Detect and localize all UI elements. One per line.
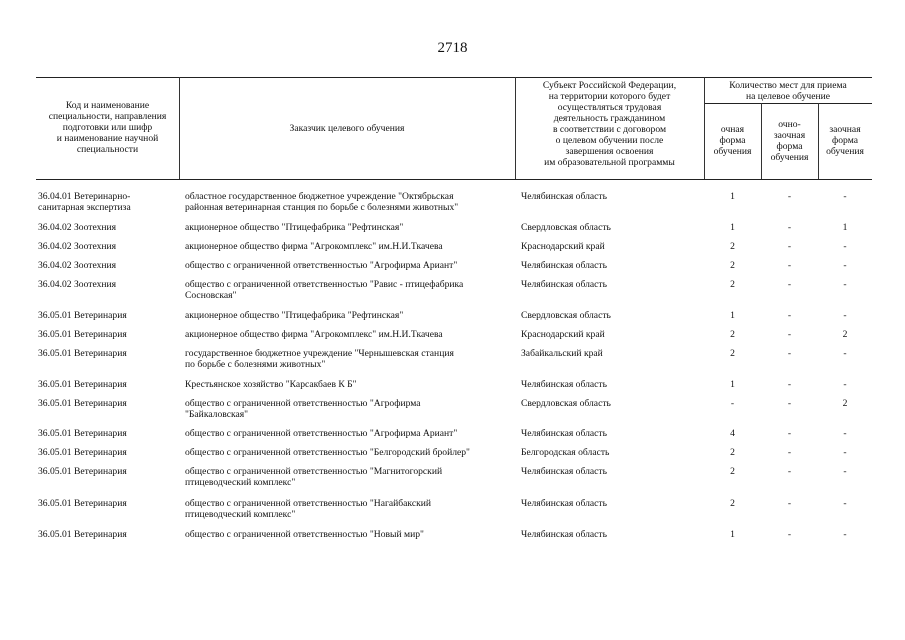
header-code: Код и наименование специальности, направления подготовки или шифр и наименование научной специальности	[48, 100, 167, 155]
cell-fulltime: 1	[730, 379, 735, 390]
cell-region: Свердловская область	[521, 310, 611, 321]
cell-extramural: 2	[842, 329, 848, 340]
cell-customer: акционерное общество фирма "Агрокомплекс" им.Н.И.Ткачева	[185, 241, 443, 252]
cell-customer: общество с ограниченной ответственностью "Нагайбакский птицеводческий комплекс"	[185, 498, 432, 520]
cell-customer: акционерное общество фирма "Агрокомплекс" им.Н.И.Ткачева	[185, 329, 443, 340]
cell-fulltime: 4	[730, 428, 735, 439]
cell-mixed: -	[787, 241, 792, 252]
cell-customer: общество с ограниченной ответственностью "Новый мир"	[185, 529, 424, 540]
cell-region: Забайкальский край	[521, 348, 603, 359]
cell-code: 36.04.02 Зоотехния	[38, 222, 117, 233]
cell-extramural: 1	[842, 222, 848, 233]
places-subheader-rule	[704, 103, 872, 104]
cell-extramural: -	[843, 348, 847, 359]
cell-customer: акционерное общество "Птицефабрика "Рефтинская"	[185, 222, 404, 233]
header-mixed: очно- заочная форма обучения	[770, 119, 809, 163]
cell-region: Челябинская область	[521, 529, 607, 540]
cell-extramural: -	[843, 310, 847, 321]
cell-code: 36.04.02 Зоотехния	[38, 241, 117, 252]
cell-extramural: -	[843, 428, 847, 439]
cell-customer: Крестьянское хозяйство "Карсакбаев К Б"	[185, 379, 357, 390]
header-region: Субъект Российской Федерации, на территории которого будет осуществляться трудовая деятельность гражданином в соответствии с договором о целевом обучении после завершения освоения им образовательной программы	[542, 80, 677, 168]
cell-extramural: -	[843, 529, 847, 540]
cell-region: Челябинская область	[521, 260, 607, 271]
cell-code: 36.05.01 Ветеринария	[38, 329, 127, 340]
cell-region: Челябинская область	[521, 498, 607, 509]
cell-code: 36.05.01 Ветеринария	[38, 447, 127, 458]
cell-region: Челябинская область	[521, 428, 607, 439]
cell-customer: областное государственное бюджетное учреждение "Октябрьская районная ветеринарная станция по борьбе с болезнями животных"	[185, 191, 459, 213]
cell-fulltime: 1	[730, 529, 735, 540]
cell-mixed: -	[787, 447, 792, 458]
cell-mixed: -	[787, 222, 792, 233]
cell-fulltime: -	[730, 398, 735, 409]
cell-region: Свердловская область	[521, 398, 611, 409]
cell-extramural: -	[843, 379, 847, 390]
cell-fulltime: 1	[730, 310, 735, 321]
cell-mixed: -	[787, 398, 792, 409]
cell-fulltime: 2	[730, 466, 735, 477]
cell-fulltime: 2	[730, 260, 735, 271]
cell-extramural: -	[843, 279, 847, 290]
cell-mixed: -	[787, 529, 792, 540]
cell-region: Свердловская область	[521, 222, 611, 233]
cell-region: Челябинская область	[521, 279, 607, 290]
cell-extramural: -	[843, 260, 847, 271]
cell-mixed: -	[787, 466, 792, 477]
cell-fulltime: 2	[730, 279, 735, 290]
cell-region: Краснодарский край	[521, 241, 605, 252]
cell-extramural: -	[843, 191, 847, 202]
cell-fulltime: 1	[730, 222, 735, 233]
cell-code: 36.05.01 Ветеринария	[38, 310, 127, 321]
cell-customer: общество с ограниченной ответственностью "Агрофирма "Байкаловская"	[185, 398, 421, 420]
cell-region: Краснодарский край	[521, 329, 605, 340]
cell-code: 36.05.01 Ветеринария	[38, 379, 127, 390]
cell-fulltime: 2	[730, 498, 735, 509]
cell-extramural: -	[843, 241, 847, 252]
page-number: 2718	[437, 40, 468, 56]
cell-code: 36.05.01 Ветеринария	[38, 466, 127, 477]
cell-extramural: -	[843, 498, 847, 509]
cell-code: 36.05.01 Ветеринария	[38, 428, 127, 439]
cell-customer: общество с ограниченной ответственностью "Магнитогорский птицеводческий комплекс"	[185, 466, 443, 488]
cell-code: 36.05.01 Ветеринария	[38, 348, 127, 359]
cell-fulltime: 2	[730, 348, 735, 359]
cell-extramural: -	[843, 466, 847, 477]
cell-customer: общество с ограниченной ответственностью "Агрофирма Ариант"	[185, 260, 458, 271]
cell-code: 36.05.01 Ветеринария	[38, 529, 127, 540]
cell-mixed: -	[787, 498, 792, 509]
header-fulltime: очная форма обучения	[713, 124, 752, 157]
cell-fulltime: 2	[730, 447, 735, 458]
cell-region: Белгородская область	[521, 447, 610, 458]
cell-fulltime: 1	[730, 191, 735, 202]
cell-code: 36.05.01 Ветеринария	[38, 498, 127, 509]
header-extramural: заочная форма обучения	[826, 124, 864, 157]
cell-mixed: -	[787, 279, 792, 290]
cell-fulltime: 2	[730, 329, 735, 340]
cell-mixed: -	[787, 428, 792, 439]
cell-region: Челябинская область	[521, 466, 607, 477]
header-customer: Заказчик целевого обучения	[289, 123, 405, 134]
cell-region: Челябинская область	[521, 191, 607, 202]
cell-code: 36.05.01 Ветеринария	[38, 398, 127, 409]
cell-code: 36.04.01 Ветеринарно- санитарная экспертиза	[38, 191, 131, 213]
cell-code: 36.04.02 Зоотехния	[38, 279, 117, 290]
cell-mixed: -	[787, 191, 792, 202]
header-places: Количество мест для приема на целевое обучение	[729, 80, 847, 102]
cell-mixed: -	[787, 260, 792, 271]
cell-customer: государственное бюджетное учреждение "Чернышевская станция по борьбе с болезнями животных"	[185, 348, 454, 370]
cell-customer: общество с ограниченной ответственностью "Агрофирма Ариант"	[185, 428, 458, 439]
cell-code: 36.04.02 Зоотехния	[38, 260, 117, 271]
header-bottom-rule	[36, 179, 872, 180]
cell-mixed: -	[787, 329, 792, 340]
cell-mixed: -	[787, 310, 792, 321]
cell-extramural: 2	[842, 398, 848, 409]
header-top-rule	[36, 77, 872, 78]
cell-customer: общество с ограниченной ответственностью "Белгородский бройлер"	[185, 447, 470, 458]
cell-mixed: -	[787, 348, 792, 359]
cell-mixed: -	[787, 379, 792, 390]
cell-extramural: -	[843, 447, 847, 458]
cell-customer: акционерное общество "Птицефабрика "Рефтинская"	[185, 310, 404, 321]
cell-fulltime: 2	[730, 241, 735, 252]
cell-region: Челябинская область	[521, 379, 607, 390]
cell-customer: общество с ограниченной ответственностью "Равис - птицефабрика Сосновская"	[185, 279, 464, 301]
